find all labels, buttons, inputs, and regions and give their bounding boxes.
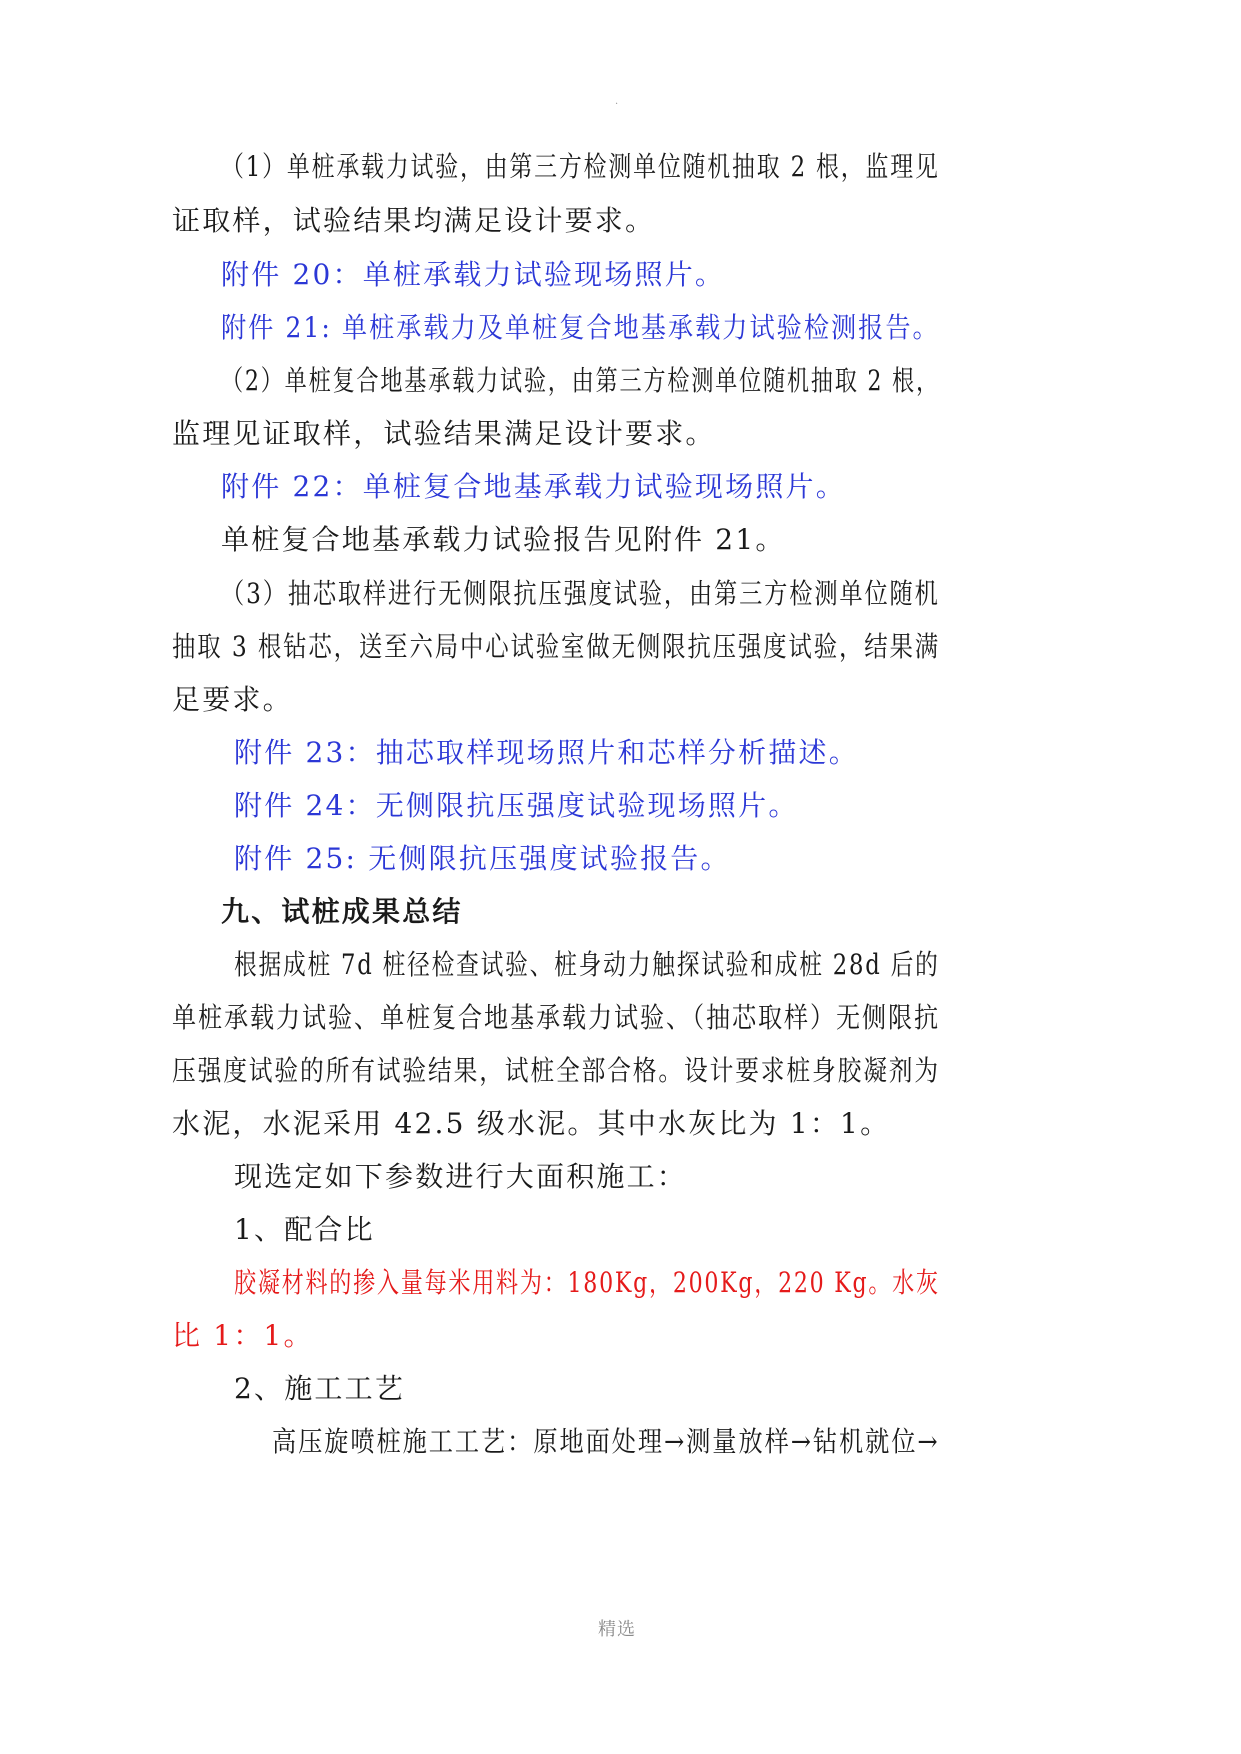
attachment-line: 附件 23：抽芯取样现场照片和芯样分析描述。 xyxy=(234,736,859,769)
paragraph-line: 现选定如下参数进行大面积施工： xyxy=(234,1160,688,1193)
footer-label: 精选 xyxy=(598,1619,636,1640)
list-item-heading: 2、施工工艺 xyxy=(234,1372,406,1405)
attachment-line: 附件 20：单桩承载力试验现场照片。 xyxy=(221,258,726,291)
highlighted-line: 胶凝材料的掺入量每米用料为：180Kg，200Kg，220 Kg。水灰 xyxy=(234,1266,940,1299)
paragraph-line: 压强度试验的所有试验结果，试桩全部合格。设计要求桩身胶凝剂为 xyxy=(172,1054,941,1087)
paragraph-line: 水泥，水泥采用 42.5 级水泥。其中水灰比为 1：1。 xyxy=(172,1107,891,1140)
paragraph-line: （2）单桩复合地基承载力试验，由第三方检测单位随机抽取 2 根， xyxy=(221,364,940,397)
paragraph-line: 单桩承载力试验、单桩复合地基承载力试验、（抽芯取样）无侧限抗 xyxy=(172,1001,941,1034)
attachment-line: 附件 21: 单桩承载力及单桩复合地基承载力试验检测报告。 xyxy=(221,311,940,344)
paragraph-line: （1）单桩承载力试验，由第三方检测单位随机抽取 2 根，监理见 xyxy=(221,150,940,183)
paragraph-line: 监理见证取样，试验结果满足设计要求。 xyxy=(172,417,716,450)
paragraph-line: 足要求。 xyxy=(172,683,293,716)
paragraph-line: 抽取 3 根钻芯，送至六局中心试验室做无侧限抗压强度试验，结果满 xyxy=(172,630,941,663)
list-item-heading: 1、配合比 xyxy=(234,1213,375,1246)
paragraph-line: （3）抽芯取样进行无侧限抗压强度试验，由第三方检测单位随机 xyxy=(221,577,940,610)
paragraph-line: 根据成桩 7d 桩径检查试验、桩身动力触探试验和成桩 28d 后的 xyxy=(234,948,940,981)
attachment-line: 附件 25: 无侧限抗压强度试验报告。 xyxy=(234,842,731,875)
paragraph-line: 单桩复合地基承载力试验报告见附件 21。 xyxy=(221,523,786,556)
section-heading: 九、试桩成果总结 xyxy=(221,895,463,928)
attachment-line: 附件 22：单桩复合地基承载力试验现场照片。 xyxy=(221,470,846,503)
attachment-line: 附件 24：无侧限抗压强度试验现场照片。 xyxy=(234,789,799,822)
header-dot: . xyxy=(615,96,619,107)
highlighted-line: 比 1：1。 xyxy=(172,1319,314,1352)
paragraph-line: 证取样，试验结果均满足设计要求。 xyxy=(172,204,656,237)
paragraph-line: 高压旋喷桩施工工艺：原地面处理→测量放样→钻机就位→ xyxy=(272,1425,940,1458)
